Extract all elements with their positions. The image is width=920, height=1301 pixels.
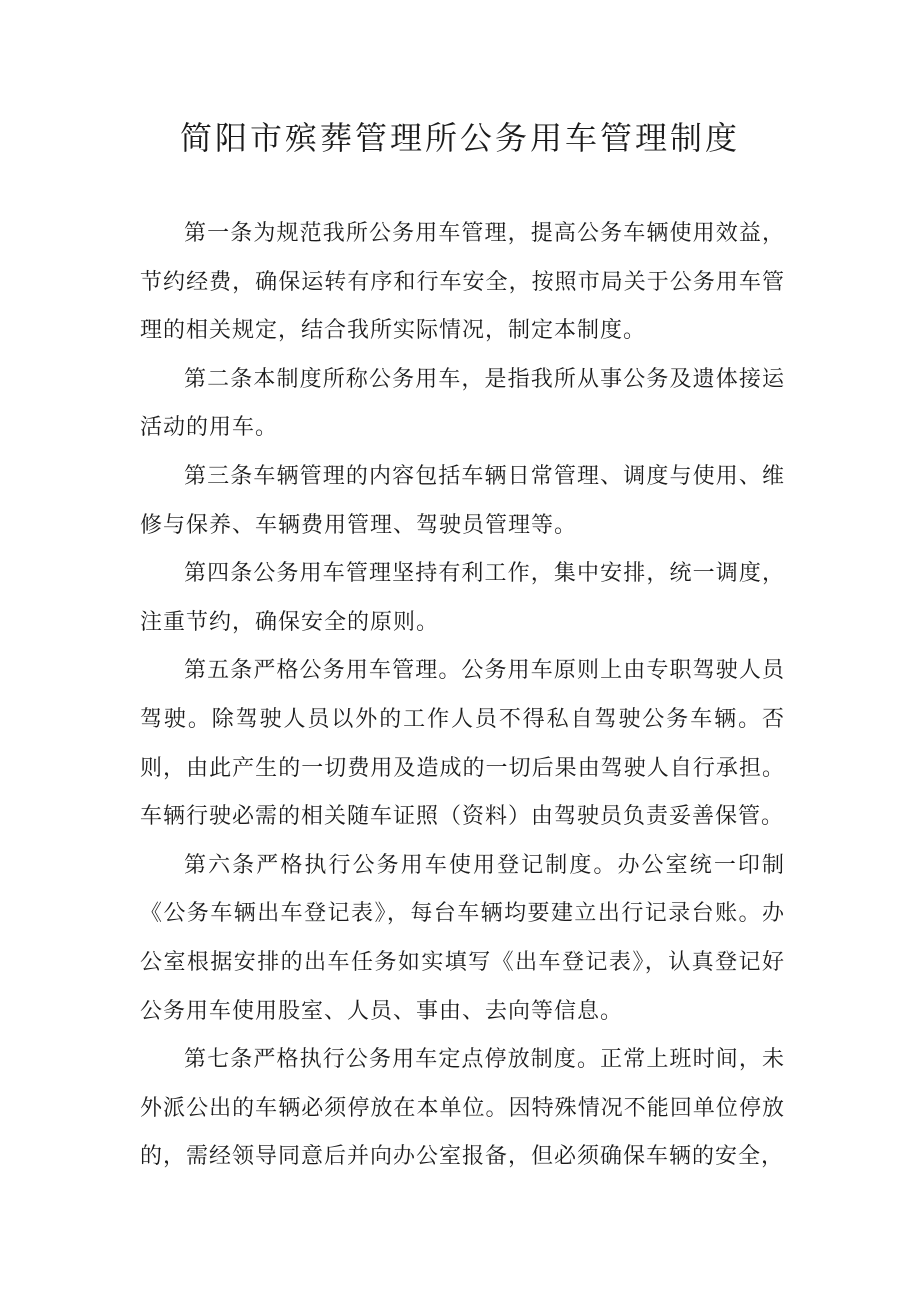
paragraph-article-3: 第三条车辆管理的内容包括车辆日常管理、调度与使用、维修与保养、车辆费用管理、驾驶员管理等。 [140, 463, 785, 538]
paragraph-article-4: 第四条公务用车管理坚持有利工作，集中安排，统一调度，注重节约，确保安全的原则。 [140, 561, 785, 635]
paragraph-article-6: 第六条严格执行公务用车使用登记制度。办公室统一印制《公务车辆出车登记表》，每台车辆均要建立出行记录台账。办公室根据安排的出车任务如实填写《出车登记表》，认真登记好公务用车使用股室、人员、事由、去向等信息。 [140, 852, 785, 1024]
paragraph-article-2: 第二条本制度所称公务用车，是指我所从事公务及遗体接运活动的用车。 [140, 366, 785, 441]
paragraph-article-5: 第五条严格公务用车管理。公务用车原则上由专职驾驶人员驾驶。除驾驶人员以外的工作人员不得私自驾驶公务车辆。否则，由此产生的一切费用及造成的一切后果由驾驶人自行承担。车辆行驶必需的相关随车证照（资料）由驾驶员负责妥善保管。 [140, 658, 785, 830]
document-title: 简阳市殡葬管理所公务用车管理制度 [179, 119, 740, 157]
document-body [140, 210, 785, 1182]
paragraph-article-1: 第一条为规范我所公务用车管理，提高公务车辆使用效益，节约经费，确保运转有序和行车安全，按照市局关于公务用车管理的相关规定，结合我所实际情况，制定本制度。 [140, 221, 785, 344]
paragraph-article-7: 第七条严格执行公务用车定点停放制度。正常上班时间，未外派公出的车辆必须停放在本单位。因特殊情况不能回单位停放的，需经领导同意后并向办公室报备，但必须确保车辆的安全， [140, 1047, 785, 1170]
